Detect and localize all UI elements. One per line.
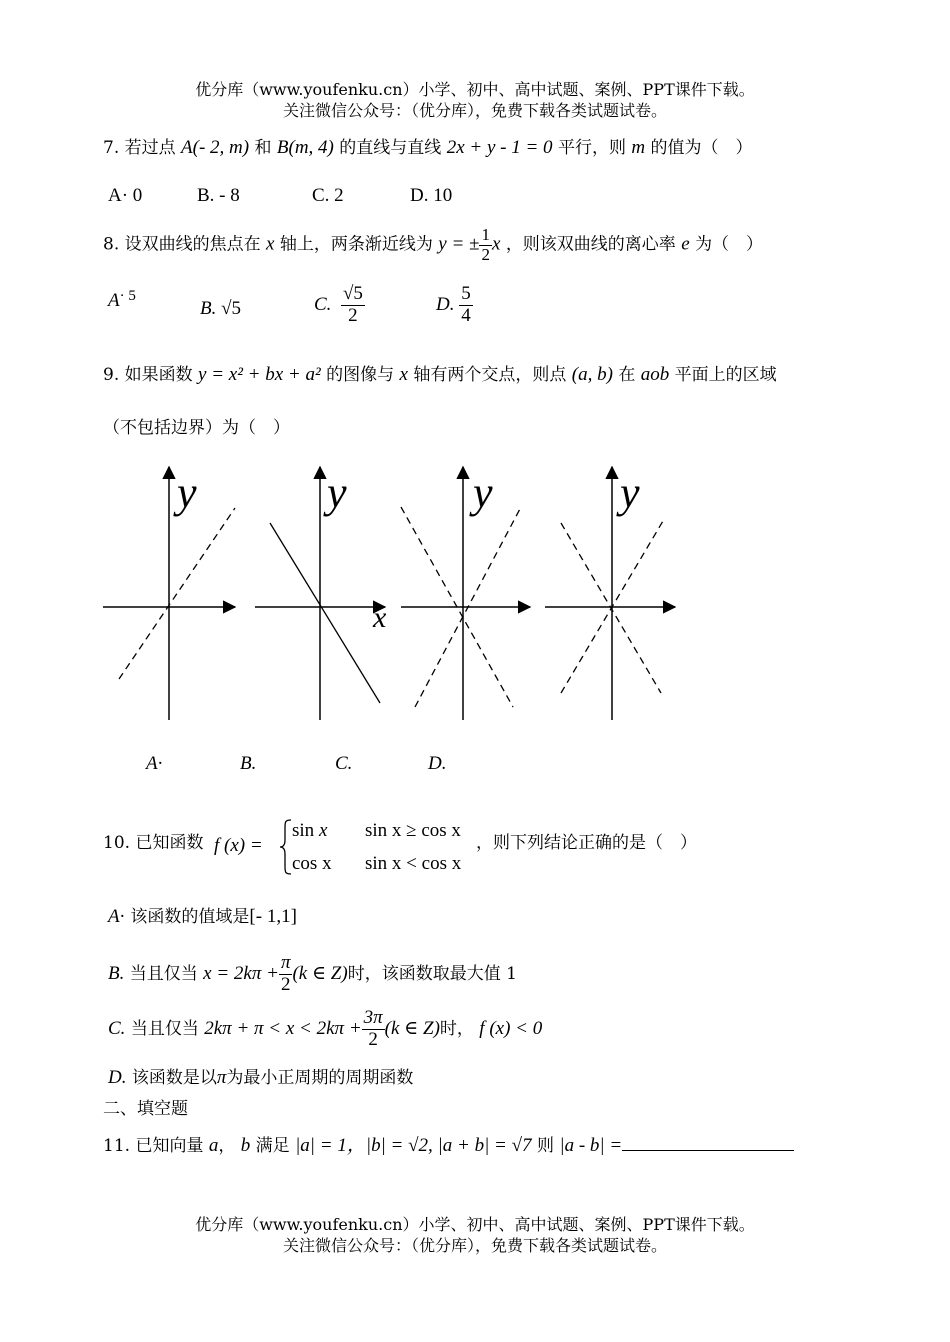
header-line-1: 优分库（www.youfenku.cn）小学、初中、高中试题、案例、PPT课件下载。 <box>195 80 755 99</box>
q10-option-a-label: A <box>108 906 120 927</box>
q8-option-d-den: 4 <box>461 304 471 326</box>
q9-in: 在 <box>618 365 636 385</box>
q11-var-a: a <box>208 1135 219 1156</box>
q10-option-c-fraction <box>362 1008 385 1051</box>
q11-mid: 满足 <box>255 1136 290 1156</box>
q8-var-x: x <box>266 233 275 255</box>
q9-suffix: 平面上的区域 <box>674 365 777 385</box>
q9-option-b <box>240 753 256 775</box>
graph-a-boundary <box>119 508 235 679</box>
section-2-title: 二、填空题 <box>103 1099 188 1119</box>
q11-condition: |a| = 1，|b| = √2, |a + b| = √7 <box>295 1135 532 1156</box>
q9-mid: 的图像与 <box>326 365 395 385</box>
q8-asym-num: 1 <box>481 225 490 244</box>
q10-option-a-text: · 该函数的值域是 <box>119 907 250 927</box>
q7-suffix: 的值为（ ） <box>650 138 753 158</box>
q11-answer-blank[interactable] <box>622 1136 794 1151</box>
q7-line-eq: 2x + y - 1 = 0 <box>446 137 553 158</box>
graph-c-y-label: y <box>473 468 493 517</box>
q10-suffix: ，则下列结论正确的是（ ） <box>476 833 697 853</box>
q9-option-b-label: B. <box>240 753 257 774</box>
q10-option-a <box>108 902 297 928</box>
q10-option-d-label: D. <box>108 1067 127 1088</box>
q10-option-c-math3: f (x) < 0 <box>479 1017 543 1039</box>
q8-option-d-label: D. <box>436 293 455 315</box>
q8-option-c-label: C. <box>314 293 332 315</box>
graph-a-y-label: y <box>177 468 197 517</box>
q10-option-c-math1: 2kπ + π < x < 2kπ + <box>204 1017 362 1039</box>
q9-mid2: 轴有两个交点，则点 <box>413 365 567 385</box>
q8-option-b <box>200 298 241 320</box>
q10-piecewise-brace <box>279 818 293 876</box>
q9-prefix: 9. 如果函数 <box>103 365 193 385</box>
q10-option-d-text2: 为最小正周期的周期函数 <box>226 1068 414 1088</box>
q9-line-2: （不包括边界）为（ ） <box>103 418 290 438</box>
q7-mid: 的直线与直线 <box>339 138 442 158</box>
q9-option-a-label: A· <box>146 753 163 774</box>
q9-option-a <box>146 753 162 775</box>
q9-option-d <box>428 753 446 775</box>
q10-option-b-math2: (k ∈ Z) <box>292 962 348 984</box>
q10-option-b-math1: x = 2kπ + <box>203 962 279 984</box>
q9-option-d-label: D. <box>428 753 447 774</box>
q8-mid: 轴上，两条渐近线为 <box>279 234 433 255</box>
q10-prefix: 10. 已知函数 <box>103 833 204 853</box>
q8-asym-den: 2 <box>481 244 490 264</box>
q10-option-b-text2: 时，该函数取最大值 1 <box>347 963 517 984</box>
q8-option-a-label: A <box>108 290 120 311</box>
q10-option-c-text2: 时， <box>439 1018 474 1039</box>
q7-option-a: A· 0 <box>108 185 143 206</box>
footer-line-2: 关注微信公众号：（优分库），免费下载各类试题试卷。 <box>282 1236 667 1255</box>
graph-b-x-label: x <box>373 601 387 634</box>
q8-option-d <box>436 284 473 327</box>
q8-option-c <box>314 284 365 327</box>
q9-var-x: x <box>399 364 408 385</box>
q10-option-c-text1: 当且仅当 <box>130 1018 199 1039</box>
q10-option-b-num: π <box>280 952 291 973</box>
q10-case2-cond: sin x < cos x <box>365 853 462 874</box>
q9-graphs <box>95 455 695 735</box>
q10-option-d-text1: 该函数是以 <box>131 1068 217 1088</box>
q11-then: 则 <box>536 1136 554 1156</box>
q9-point: (a, b) <box>571 364 613 385</box>
q8-option-c-fraction <box>341 284 365 327</box>
q8-mid2: ，则该双曲线的离心率 <box>505 234 676 255</box>
q9-function: y = x² + bx + a² <box>198 364 321 385</box>
q10-case1-cond: sin x ≥ cos x <box>365 820 461 841</box>
q7-option-c: C. 2 <box>312 185 344 206</box>
q7-and: 和 <box>254 138 272 158</box>
q9-option-c-label: C. <box>335 753 353 774</box>
q11-comma: ， <box>218 1136 236 1156</box>
q7-option-d: D. 10 <box>410 185 453 206</box>
graph-d <box>545 467 675 720</box>
graph-b-y-label: y <box>327 468 347 517</box>
question-11 <box>103 1130 794 1157</box>
q10-option-a-math: [- 1,1] <box>249 906 297 927</box>
q10-option-b-den: 2 <box>280 973 291 995</box>
q10-option-c-label: C. <box>108 1017 126 1039</box>
q10-option-c-den: 2 <box>368 1028 378 1050</box>
question-7 <box>103 133 753 159</box>
q10-option-b-text1: 当且仅当 <box>129 963 198 984</box>
q9-option-c <box>335 753 352 775</box>
q7-var-m: m <box>631 137 646 158</box>
q10-option-d-math: π <box>216 1067 227 1088</box>
q7-option-b: B. - 8 <box>197 185 240 206</box>
q11-ask: |a - b| = <box>559 1135 623 1156</box>
q10-option-c-num: 3π <box>363 1007 383 1028</box>
q8-option-c-den: 2 <box>348 304 358 326</box>
q7-prefix: 7. 若过点 <box>103 138 176 158</box>
q10-option-c <box>108 1008 542 1051</box>
q8-option-a <box>108 288 136 312</box>
graph-b-boundary <box>270 523 380 703</box>
q8-asym-var: x <box>491 233 501 255</box>
q8-option-b-label: B. <box>200 298 217 319</box>
q7-parallel: 平行，则 <box>557 138 626 158</box>
q10-option-b <box>108 953 517 996</box>
q11-prefix: 11. 已知向量 <box>103 1136 204 1156</box>
question-9 <box>103 360 777 386</box>
q8-option-d-num: 5 <box>461 283 471 304</box>
graph-d-y-label: y <box>620 468 640 517</box>
q8-option-b-value: √5 <box>221 298 242 319</box>
q8-suffix: 为（ ） <box>695 234 764 255</box>
graph-a <box>103 467 235 720</box>
footer-line-1: 优分库（www.youfenku.cn）小学、初中、高中试题、案例、PPT课件下载。 <box>195 1215 755 1234</box>
q7-point-b: B(m, 4) <box>276 137 334 158</box>
q10-option-c-math2: (k ∈ Z) <box>384 1017 440 1039</box>
q10-option-d <box>108 1063 413 1089</box>
q8-asym-fraction <box>479 226 492 264</box>
question-8 <box>103 226 763 264</box>
q7-point-a: A(- 2, m) <box>181 137 250 158</box>
graph-c <box>401 467 530 720</box>
q10-option-b-label: B. <box>108 962 125 984</box>
q8-var-e: e <box>681 233 690 255</box>
q8-option-d-fraction <box>459 284 473 327</box>
q10-case2-expr: cos x <box>292 853 332 874</box>
q8-prefix: 8. 设双曲线的焦点在 <box>103 234 261 255</box>
q8-option-a-value: · 5 <box>119 288 136 304</box>
q10-function-name: f (x) = <box>214 835 263 856</box>
graph-b <box>255 467 387 720</box>
q10-case1-expr: sin x <box>292 820 328 841</box>
q9-plane: aob <box>640 364 670 385</box>
q11-var-b: b <box>240 1135 251 1156</box>
header-line-2: 关注微信公众号：（优分库），免费下载各类试题试卷。 <box>282 101 667 120</box>
q8-asym-lhs: y = ± <box>438 233 480 255</box>
q8-option-c-num: √5 <box>342 283 363 304</box>
q10-option-b-fraction <box>279 953 293 996</box>
